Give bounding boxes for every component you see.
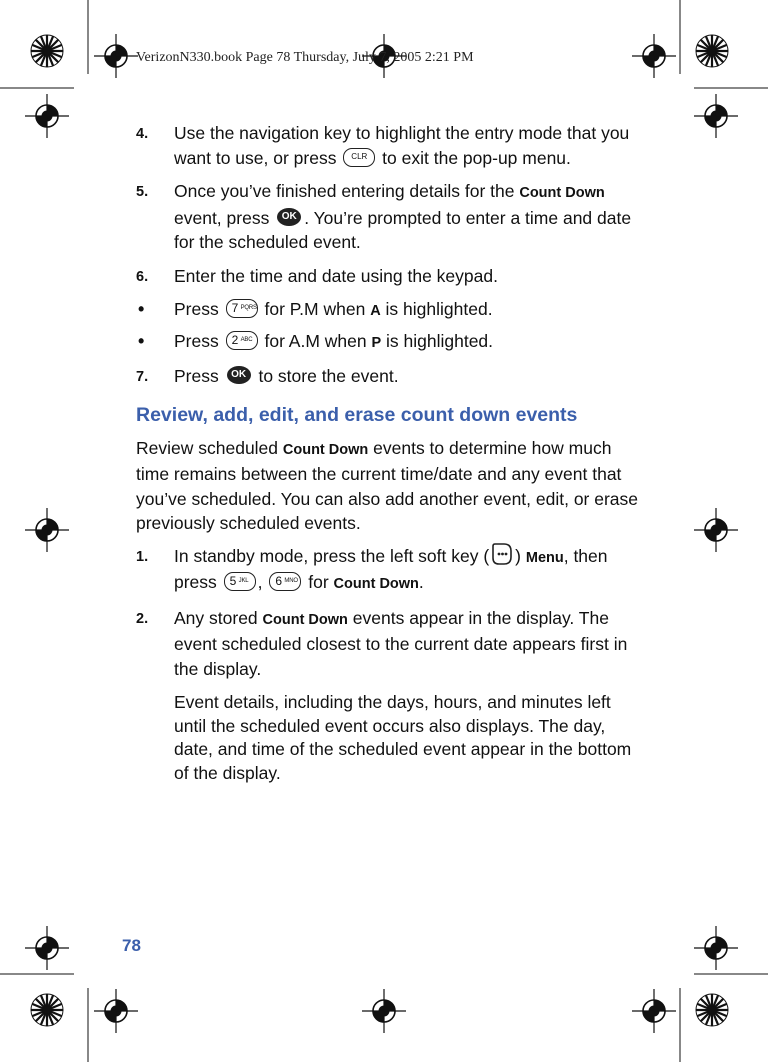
key-digit: 2 [231, 332, 239, 347]
menu-term: Count Down [333, 576, 419, 592]
step-text: Press [174, 299, 224, 319]
section-intro [136, 436, 646, 536]
step-text: , then press [174, 545, 608, 592]
step-number: 4. [136, 126, 149, 142]
event-details-paragraph: Event details, including the days, hours, and minutes left until the scheduled event occurs also displays. The day, date, and time of the scheduled event appear in the bottom of the display. [174, 692, 632, 783]
step-1 [136, 544, 646, 597]
step-text: Enter the time and date using the keypad. [174, 265, 498, 286]
step-text: ) [515, 545, 526, 566]
step-text: Once you’ve finished entering details for the [174, 181, 520, 201]
step-text: Any stored [174, 607, 263, 628]
ok-key-icon: OK [227, 366, 251, 384]
menu-term: A [370, 303, 381, 319]
step-text: , [257, 572, 268, 592]
step-text: event, press [174, 207, 275, 228]
ok-key-icon: OK [277, 208, 301, 226]
step-2 [136, 606, 646, 682]
page-content [136, 121, 646, 785]
step-text: is highlighted. [380, 299, 493, 319]
menu-term: Count Down [282, 441, 369, 458]
bullet-pm [136, 297, 646, 324]
step-text: . [418, 572, 424, 592]
bullet: • [138, 330, 145, 351]
bullet: • [138, 299, 145, 319]
key-label: CLR [351, 151, 368, 161]
key-digit: 6 [275, 574, 283, 589]
step-text: for P.M when [259, 299, 371, 319]
intro-text: Review scheduled [136, 437, 283, 458]
step-number: 6. [136, 268, 149, 285]
menu-term: Menu [525, 549, 564, 566]
step-4 [136, 121, 646, 170]
step-text: for A.M when [259, 330, 372, 351]
key-5-icon [224, 572, 256, 591]
section-heading: Review, add, edit, and erase count down events [136, 403, 578, 426]
menu-term: Count Down [519, 185, 605, 201]
key-letters: ABC [240, 336, 253, 343]
key-digit: 5 [229, 574, 237, 589]
bullet-am [136, 329, 646, 356]
step-text: is highlighted. [381, 330, 494, 351]
step-text: events appear in the display. The event scheduled closest to the current date appears first in the display. [174, 607, 628, 679]
step-text: Press [174, 366, 224, 386]
key-6-icon [269, 572, 301, 591]
key-digit: 7 [231, 301, 239, 316]
menu-term: Count Down [262, 611, 348, 628]
clr-key-icon [343, 148, 375, 167]
step-text: Press [174, 330, 224, 351]
step-number: 1. [136, 548, 149, 565]
step-7 [136, 364, 646, 389]
step-text: for [303, 572, 334, 592]
step-5 [136, 179, 646, 255]
key-7-icon [226, 299, 258, 318]
page-number: 78 [122, 936, 141, 955]
key-2-icon [226, 331, 258, 350]
step-6 [136, 264, 646, 289]
step-text: . You’re prompted to enter a time and date for the scheduled event. [174, 207, 632, 252]
step-number: 5. [136, 184, 149, 200]
menu-term: P [371, 334, 382, 351]
intro-text: events to determine how much time remains between the current time/date and any event that you’ve scheduled. You can also add another event, edit, or erase previously scheduled events. [136, 437, 639, 533]
step-text: In standby mode, press the left soft key ( [174, 545, 490, 566]
step-text: Use the navigation key to highlight the entry mode that you want to use, or press [174, 123, 630, 168]
left-soft-key-icon [490, 541, 514, 567]
step-text: to store the event. [253, 366, 399, 386]
step-number: 2. [136, 610, 149, 627]
step-text: to exit the pop-up menu. [377, 147, 571, 168]
key-letters: JKL [238, 578, 249, 585]
step-number: 7. [136, 369, 149, 385]
print-slug: VerizonN330.book Page 78 Thursday, July 7, 2005 2:21 PM [136, 50, 474, 65]
key-letters: MNO [284, 578, 298, 585]
key-letters: PQRS [240, 305, 257, 312]
